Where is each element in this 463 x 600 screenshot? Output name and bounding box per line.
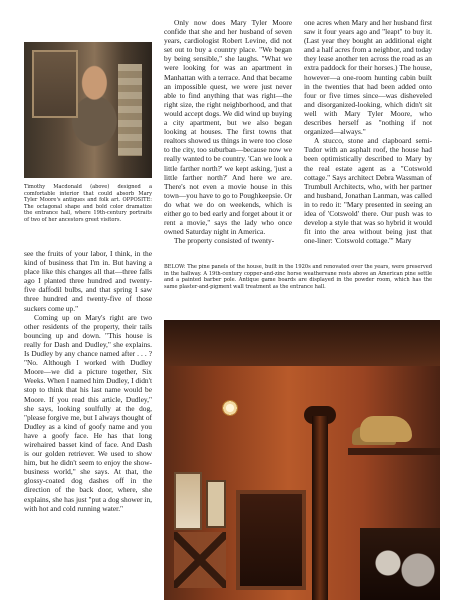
doorway	[236, 490, 306, 590]
article-column-1	[24, 249, 152, 513]
portrait-photo	[24, 42, 152, 178]
framed-art	[174, 472, 202, 530]
col2-paragraph-1: Only now does Mary Tyler Moore confide that she and her husband of seven years, cardiologist Robert Levine, did not set out to buy a country place. "We began by being sensible," she laughs. "What we were looking for was an apartment in Manhattan with a terrace. And that became an impossible quest, we were just never able to find anything that was right—the right size, the right neighborhood, and that would accept dogs. We did wind up buying a city apartment, but we also began looking at houses. The first towns that realtors showed us things in were too close to the city, too suburban—because now we really wanted to be country. 'Can we look a little farther north?' we kept asking, 'just a little farther north?' And here we are. There's not even a movie house in this town—you have to go to Poughkeepsie. Or do what we do on weekends, which is either go to bed early and forget about it or rent a movie," says the lady who once owned Saturday night in America.	[164, 18, 292, 237]
lamp	[222, 400, 238, 416]
interior-photo	[164, 320, 440, 600]
interior-caption: BELOW: The pine panels of the house, built in the 1920s and renovated over the years, were preserved in the hallway. A 19th-century copper-and-zinc horse weathervane rests above an American pine settle and a painted barber pole. Antique game boards are displayed in the powder room, which has the same plaster-and-pigment wall treatment as the entrance hall.	[164, 264, 432, 290]
col1-paragraph-1: see the fruits of your labor, I think, in the kind of business that I'm in. But having a place like this changes all that—three falls ago I planted three hundred and twenty-five daffodil bulbs, and that spring I saw three hundred and twenty-five of those suckers come up."	[24, 249, 152, 313]
shelf	[348, 448, 440, 455]
decor-objects	[360, 528, 440, 600]
framed-art-small	[206, 480, 226, 528]
article-column-2	[164, 18, 292, 245]
ceiling	[164, 320, 440, 366]
barber-pole	[312, 416, 328, 600]
game-board	[174, 532, 226, 588]
portrait-caption: Timothy Macdonald (above) designed a comfortable interior that could absorb Mary Tyler Moore's antiques and folk art. OPPOSITE: The octagonal shape and bold color dramatize the entrance hall, where 19th-century portraits of two of her ancestors greet visitors.	[24, 184, 152, 223]
col1-paragraph-2: Coming up on Mary's right are two other residents of the property, their tails bouncing up and down. "This house is really for Dash and Dudley," she explains. Is Dudley by any chance named after . . . ? "No. Although I worked with Dudley Moore—we did a picture together, Six Weeks. When I named him Dudley, I didn't stop to think that his last name would be Moore. If you read this article, Dudley," she says, looking soulfully at the dog, "please forgive me, but I always thought of Dudley as a kind of goofy name and you have a goofy face. He has that long wirehaired basset kind of face. And Dash is our golden retriever. We used to show him, but he didn't seem to enjoy the show-business world," she says. At that, the glossy-coated dog dashes off in the direction of the back door, where, she explains, she has just "put a dog shower in, with hot and cold running water."	[24, 312, 152, 513]
col3-paragraph-2: A stucco, stone and clapboard semi-Tudor with an asphalt roof, the house had been optimistically described to Mary by the real estate agent as a "Cotswold cottage." Says architect Debra Wassman of Trumbull Architects, who, with her partner and husband, Jonathan Lanman, was called in to redo it: "Mary presented in seeing an idea of 'Cotswold' there. Our push was to develop a style that was so hybrid it would fit into the area without being just that one-liner: 'Cotswold cottage.'" Mary	[304, 136, 432, 246]
col2-paragraph-2: The property consisted of twenty-	[174, 236, 275, 246]
horse-weathervane	[360, 416, 412, 442]
col3-paragraph-1: one acres when Mary and her husband first saw it four years ago and "leapt" to buy it. (Last year they bought an additional eight and a half acres from a neighbor, and today they lease another ten across the road as an extra paddock for their horses.) The house, however—a one-room hunting cabin built in the twenties that had been added onto four or five times since—was disheveled and disorganized-looking, which didn't sit well with Mary Tyler Moore, who describes herself as "nothing if not organized—always."	[304, 18, 432, 137]
article-column-3	[304, 18, 432, 245]
